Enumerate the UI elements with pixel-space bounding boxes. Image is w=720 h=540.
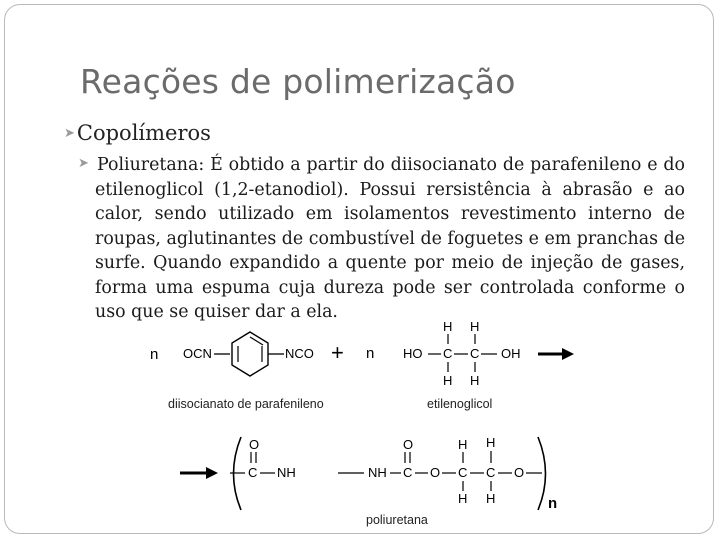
- nh-group: NH: [368, 465, 387, 480]
- hydrogen-atom: H: [470, 319, 480, 334]
- hydrogen-atom: H: [470, 373, 480, 388]
- bullet-poliuretana: [78, 152, 685, 325]
- reactant1-coefficient: n: [150, 346, 159, 363]
- bullet-poliuretana-text: Poliuretana: É obtido a partir do diisocianato de parafenileno e do etilenoglicol (1,2-etanodiol). Possui rersistência à abrasão e ao calor, sendo utilizado em isolamentos revestimento interno de roupas, aglutinantes de combustível de foguetes e em pranchas de surfe. Quando expandido a quente por meio de injeção de gases, forma uma espuma cuja dureza pode ser controlada conforme o uso que se quiser dar a ela.: [95, 155, 685, 322]
- oxygen-atom: O: [514, 465, 525, 480]
- repeat-unit-n: n: [548, 495, 558, 512]
- slide-title: Reações de polimerização: [80, 62, 516, 101]
- carbon-atom: C: [486, 465, 496, 480]
- reactant2-ho-group: HO: [403, 346, 423, 361]
- hydrogen-atom: H: [458, 437, 468, 452]
- hydrogen-atom: H: [458, 491, 468, 506]
- carbon-atom: C: [248, 465, 258, 480]
- hydrogen-atom: H: [443, 373, 453, 388]
- reactant1-ocn-group: OCN: [183, 346, 212, 361]
- reactant1-name: diisocianato de parafenileno: [168, 397, 324, 411]
- reactant2-coefficient: n: [366, 345, 375, 362]
- reactant2-oh-group: OH: [501, 346, 521, 361]
- reactant2-name: etilenoglicol: [427, 397, 493, 411]
- hydrogen-atom: H: [486, 435, 496, 450]
- carbon-atom: C: [470, 346, 480, 361]
- carbon-atom: C: [403, 465, 413, 480]
- bullet-copolimeros: [64, 121, 211, 145]
- hydrogen-atom: H: [486, 491, 496, 506]
- oxygen-atom: O: [403, 437, 414, 452]
- sub-bullet-arrow-icon: ➤: [78, 156, 89, 171]
- nh-group: NH: [277, 465, 296, 480]
- reactant1-nco-group: NCO: [285, 346, 314, 361]
- carbon-atom: C: [443, 346, 453, 361]
- carbon-atom: C: [458, 465, 468, 480]
- plus-sign: +: [331, 340, 344, 365]
- product-name: poliuretana: [366, 513, 428, 527]
- hydrogen-atom: H: [443, 319, 453, 334]
- oxygen-atom: O: [430, 465, 441, 480]
- bullet-copolimeros-text: Copolímeros: [76, 121, 211, 145]
- bullet-arrow-icon: ➤: [64, 126, 75, 141]
- oxygen-atom: O: [249, 437, 260, 452]
